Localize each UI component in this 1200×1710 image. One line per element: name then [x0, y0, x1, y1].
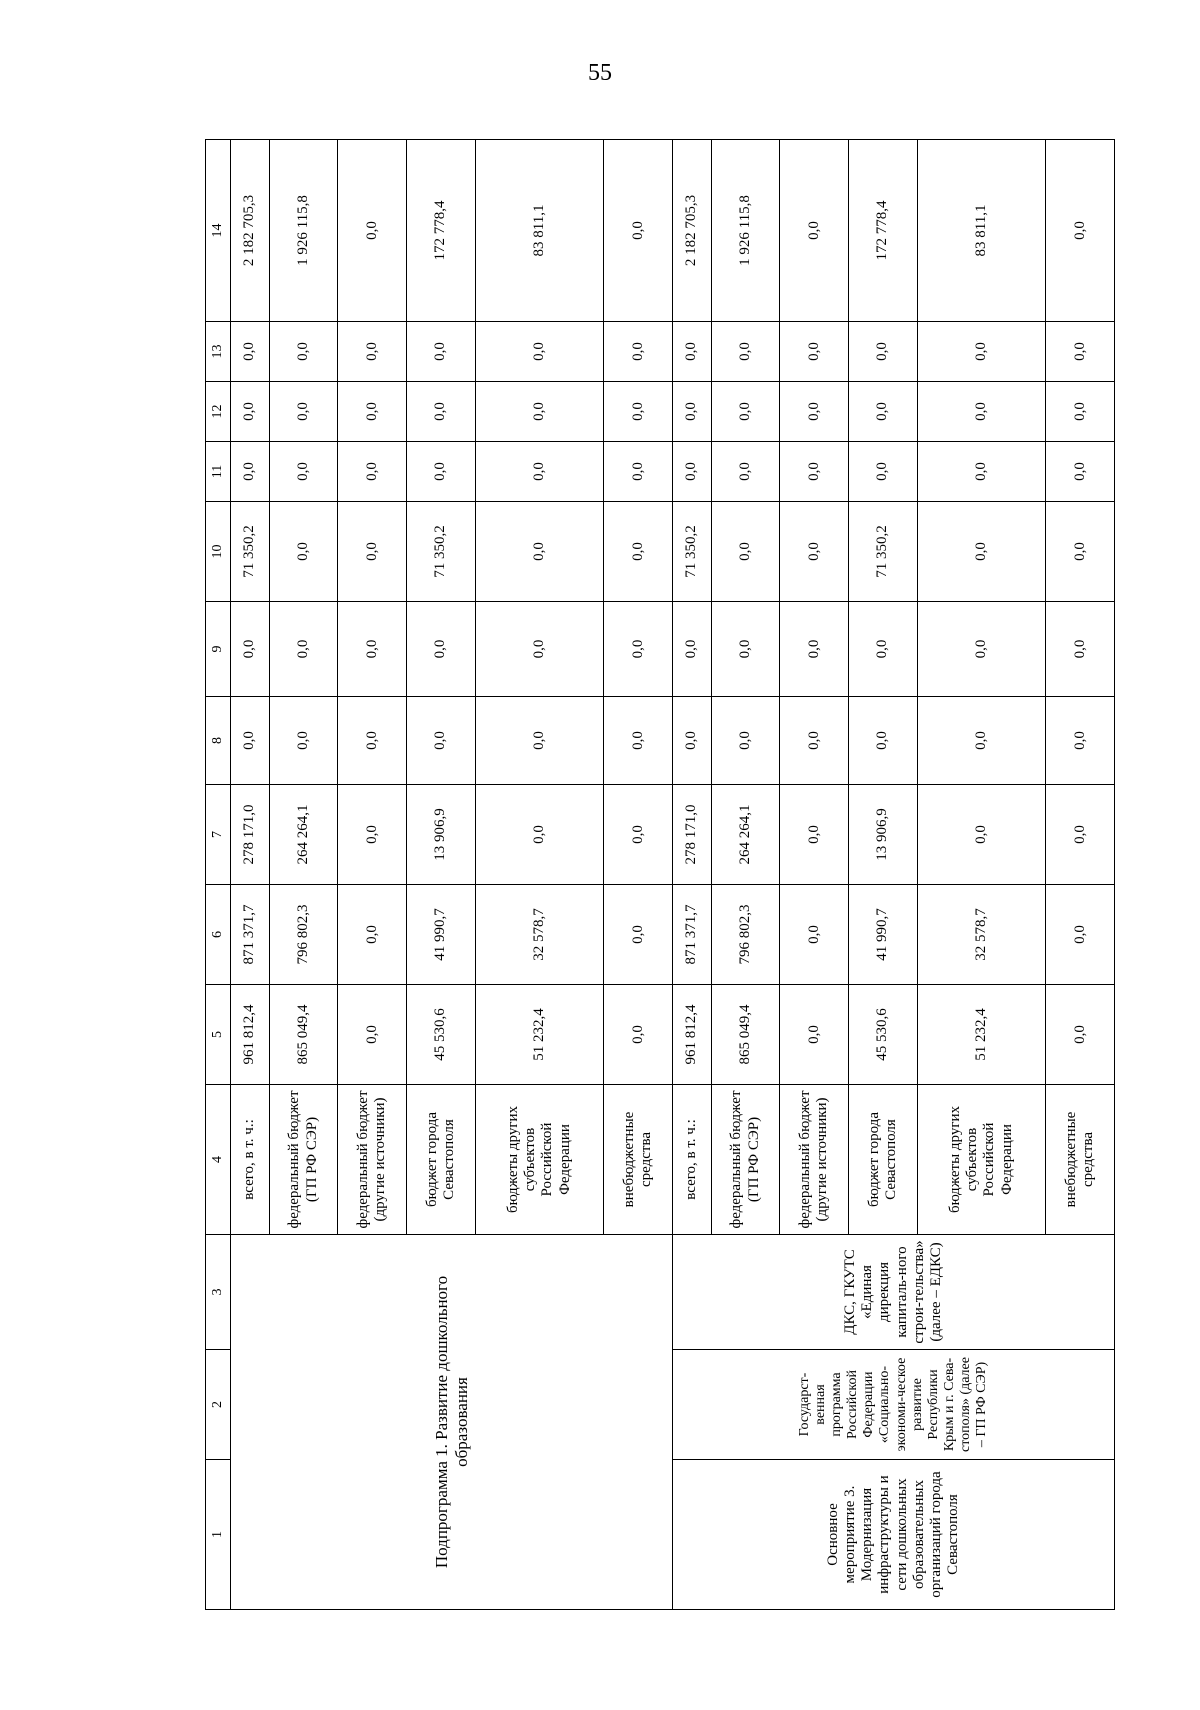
value-cell: 0,0	[780, 985, 849, 1085]
funding-source: бюджет города Севастополя	[406, 1085, 475, 1235]
value-cell: 0,0	[1046, 697, 1115, 785]
column-number: 14	[206, 140, 231, 322]
value-cell: 0,0	[338, 382, 407, 442]
value-cell: 0,0	[780, 442, 849, 502]
column-number: 2	[206, 1350, 231, 1460]
total-cell: 0,0	[604, 140, 673, 322]
value-cell: 0,0	[711, 602, 780, 697]
value-cell: 0,0	[406, 697, 475, 785]
total-cell: 0,0	[338, 140, 407, 322]
value-cell: 45 530,6	[848, 985, 917, 1085]
page-number: 55	[588, 60, 612, 86]
subprogram-group	[231, 140, 673, 1610]
value-cell: 0,0	[604, 697, 673, 785]
value-cell: 0,0	[848, 602, 917, 697]
value-cell: 0,0	[917, 382, 1046, 442]
value-cell: 0,0	[338, 602, 407, 697]
value-cell: 0,0	[406, 442, 475, 502]
value-cell: 0,0	[475, 697, 604, 785]
measure-group	[673, 140, 1115, 1610]
column-number: 5	[206, 985, 231, 1085]
column-number: 1	[206, 1460, 231, 1610]
funding-source: бюджет города Севастополя	[848, 1085, 917, 1235]
value-cell: 0,0	[917, 602, 1046, 697]
funding-source: внебюджетные средства	[604, 1085, 673, 1235]
total-cell: 1 926 115,8	[711, 140, 780, 322]
funding-source: федеральный бюджет (ГП РФ СЭР)	[269, 1085, 338, 1235]
program-title: Государст-венная программа Российской Федерации «Социально-экономи-ческое развитие Республики Крым и г. Сева-стополя» (далее – ГП РФ СЭР)	[673, 1350, 1115, 1460]
value-cell: 0,0	[917, 697, 1046, 785]
total-cell: 2 182 705,3	[231, 140, 270, 322]
value-cell: 0,0	[917, 442, 1046, 502]
value-cell: 32 578,7	[917, 885, 1046, 985]
value-cell: 0,0	[673, 442, 712, 502]
value-cell: 0,0	[269, 382, 338, 442]
total-cell: 172 778,4	[406, 140, 475, 322]
funding-source: федеральный бюджет (другие источники)	[338, 1085, 407, 1235]
value-cell: 0,0	[475, 442, 604, 502]
value-cell: 0,0	[269, 442, 338, 502]
value-cell: 0,0	[711, 382, 780, 442]
subprogram-title: Подпрограмма 1. Развитие дошкольного образования	[231, 1235, 673, 1610]
value-cell: 961 812,4	[673, 985, 712, 1085]
column-number: 3	[206, 1235, 231, 1350]
value-cell: 0,0	[338, 885, 407, 985]
value-cell: 0,0	[780, 382, 849, 442]
total-cell: 1 926 115,8	[269, 140, 338, 322]
funding-source: федеральный бюджет (другие источники)	[780, 1085, 849, 1235]
value-cell: 0,0	[1046, 382, 1115, 442]
funding-source: всего, в т. ч.:	[231, 1085, 270, 1235]
value-cell: 264 264,1	[269, 785, 338, 885]
value-cell: 0,0	[780, 602, 849, 697]
value-cell: 0,0	[711, 322, 780, 382]
measure-title: Основное мероприятие 3. Модернизация инфраструктуры и сети дошкольных образовательных организаций города Севастополя	[673, 1460, 1115, 1610]
value-cell: 51 232,4	[917, 985, 1046, 1085]
column-number: 12	[206, 382, 231, 442]
value-cell: 0,0	[780, 697, 849, 785]
table-row	[673, 140, 712, 1610]
executor-name: ДКС, ГКУТС «Единая дирекция капиталь-ного строи-тельства» (далее – ЕДКС)	[673, 1235, 1115, 1350]
value-cell: 0,0	[231, 697, 270, 785]
value-cell: 13 906,9	[848, 785, 917, 885]
value-cell: 0,0	[231, 602, 270, 697]
value-cell: 45 530,6	[406, 985, 475, 1085]
value-cell: 0,0	[711, 697, 780, 785]
value-cell: 796 802,3	[269, 885, 338, 985]
column-number: 8	[206, 697, 231, 785]
total-cell: 0,0	[780, 140, 849, 322]
value-cell: 0,0	[1046, 322, 1115, 382]
value-cell: 0,0	[406, 382, 475, 442]
value-cell: 0,0	[604, 322, 673, 382]
funding-source: федеральный бюджет (ГП РФ СЭР)	[711, 1085, 780, 1235]
value-cell: 0,0	[604, 885, 673, 985]
value-cell: 0,0	[673, 602, 712, 697]
table-container	[205, 140, 1115, 1610]
value-cell: 871 371,7	[673, 885, 712, 985]
value-cell: 0,0	[917, 502, 1046, 602]
value-cell: 0,0	[475, 602, 604, 697]
total-cell: 83 811,1	[917, 140, 1046, 322]
value-cell: 0,0	[848, 382, 917, 442]
funding-source: всего, в т. ч.:	[673, 1085, 712, 1235]
value-cell: 278 171,0	[231, 785, 270, 885]
value-cell: 71 350,2	[231, 502, 270, 602]
value-cell: 0,0	[269, 697, 338, 785]
value-cell: 0,0	[1046, 885, 1115, 985]
column-number: 4	[206, 1085, 231, 1235]
value-cell: 0,0	[917, 785, 1046, 885]
value-cell: 0,0	[604, 442, 673, 502]
funding-source: бюджеты других субъектов Российской Федерации	[917, 1085, 1046, 1235]
value-cell: 0,0	[269, 502, 338, 602]
column-number-row	[206, 140, 231, 1610]
total-cell: 83 811,1	[475, 140, 604, 322]
total-cell: 172 778,4	[848, 140, 917, 322]
table-row	[231, 140, 270, 1610]
value-cell: 871 371,7	[231, 885, 270, 985]
value-cell: 71 350,2	[848, 502, 917, 602]
column-number: 13	[206, 322, 231, 382]
value-cell: 0,0	[475, 322, 604, 382]
value-cell: 32 578,7	[475, 885, 604, 985]
value-cell: 0,0	[780, 322, 849, 382]
column-number: 7	[206, 785, 231, 885]
value-cell: 0,0	[231, 442, 270, 502]
value-cell: 278 171,0	[673, 785, 712, 885]
value-cell: 0,0	[604, 985, 673, 1085]
value-cell: 0,0	[338, 502, 407, 602]
value-cell: 0,0	[231, 382, 270, 442]
column-number: 6	[206, 885, 231, 985]
value-cell: 0,0	[604, 785, 673, 885]
value-cell: 0,0	[711, 502, 780, 602]
value-cell: 71 350,2	[406, 502, 475, 602]
value-cell: 0,0	[338, 785, 407, 885]
value-cell: 0,0	[673, 697, 712, 785]
value-cell: 0,0	[1046, 442, 1115, 502]
value-cell: 0,0	[475, 785, 604, 885]
value-cell: 0,0	[604, 602, 673, 697]
value-cell: 0,0	[780, 885, 849, 985]
total-cell: 0,0	[1046, 140, 1115, 322]
value-cell: 0,0	[269, 602, 338, 697]
value-cell: 0,0	[338, 697, 407, 785]
value-cell: 0,0	[604, 502, 673, 602]
value-cell: 0,0	[1046, 985, 1115, 1085]
value-cell: 0,0	[475, 502, 604, 602]
value-cell: 865 049,4	[711, 985, 780, 1085]
value-cell: 0,0	[917, 322, 1046, 382]
value-cell: 264 264,1	[711, 785, 780, 885]
value-cell: 0,0	[673, 382, 712, 442]
funding-source: бюджеты других субъектов Российской Федерации	[475, 1085, 604, 1235]
value-cell: 0,0	[604, 382, 673, 442]
value-cell: 0,0	[780, 785, 849, 885]
value-cell: 0,0	[406, 322, 475, 382]
value-cell: 0,0	[780, 502, 849, 602]
value-cell: 865 049,4	[269, 985, 338, 1085]
value-cell: 13 906,9	[406, 785, 475, 885]
value-cell: 0,0	[848, 442, 917, 502]
value-cell: 0,0	[269, 322, 338, 382]
funding-source: внебюджетные средства	[1046, 1085, 1115, 1235]
value-cell: 0,0	[711, 442, 780, 502]
value-cell: 0,0	[338, 985, 407, 1085]
value-cell: 0,0	[673, 322, 712, 382]
value-cell: 0,0	[338, 442, 407, 502]
value-cell: 0,0	[1046, 502, 1115, 602]
value-cell: 41 990,7	[848, 885, 917, 985]
column-number: 11	[206, 442, 231, 502]
column-number: 10	[206, 502, 231, 602]
total-cell: 2 182 705,3	[673, 140, 712, 322]
value-cell: 0,0	[1046, 602, 1115, 697]
value-cell: 0,0	[1046, 785, 1115, 885]
budget-table	[205, 139, 1115, 1610]
value-cell: 961 812,4	[231, 985, 270, 1085]
value-cell: 0,0	[475, 382, 604, 442]
value-cell: 51 232,4	[475, 985, 604, 1085]
value-cell: 41 990,7	[406, 885, 475, 985]
value-cell: 0,0	[848, 697, 917, 785]
value-cell: 796 802,3	[711, 885, 780, 985]
value-cell: 0,0	[848, 322, 917, 382]
column-number: 9	[206, 602, 231, 697]
value-cell: 0,0	[338, 322, 407, 382]
value-cell: 71 350,2	[673, 502, 712, 602]
value-cell: 0,0	[406, 602, 475, 697]
value-cell: 0,0	[231, 322, 270, 382]
